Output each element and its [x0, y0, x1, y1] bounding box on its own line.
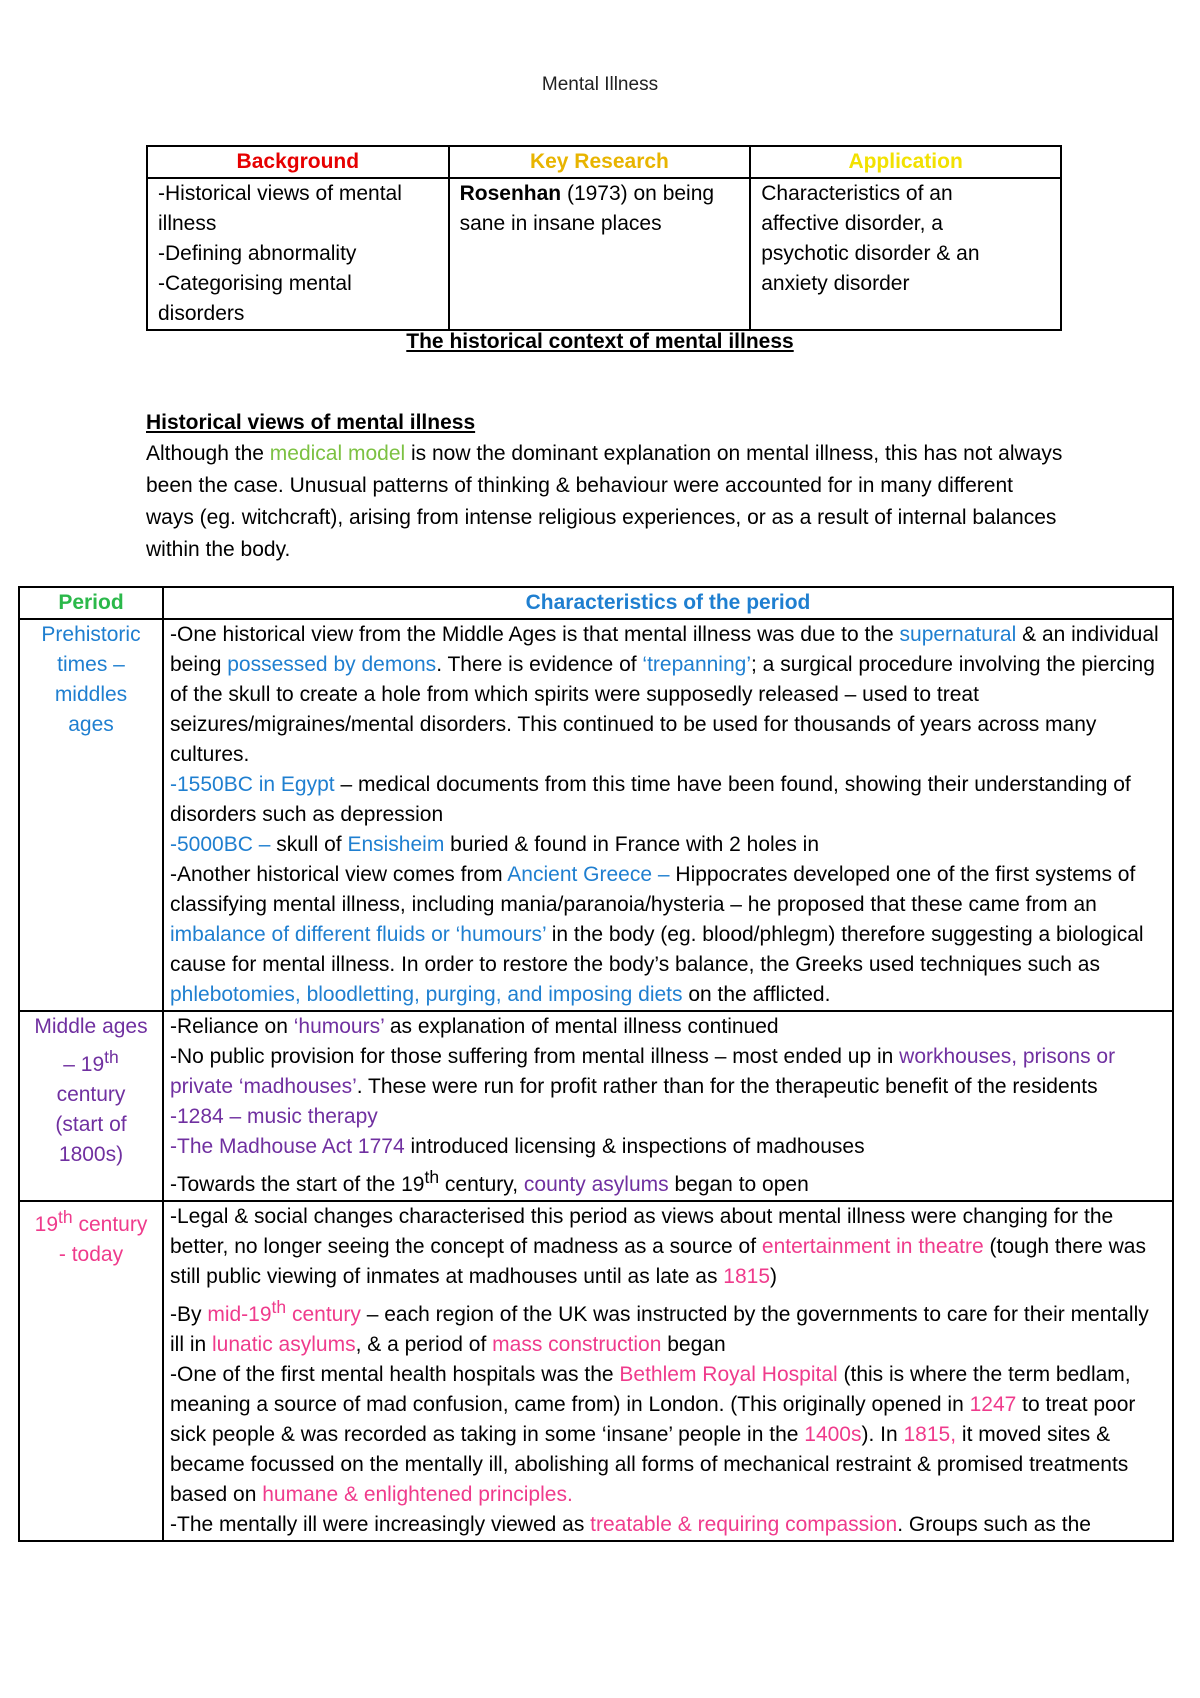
text-run: on the afflicted. — [682, 983, 831, 1006]
text-run: ) — [770, 1265, 777, 1288]
application-line: affective disorder, a — [761, 212, 943, 235]
text-run: (tough there was still public viewing of inmates at madhouses until as late as — [170, 1235, 1146, 1288]
header-characteristics: Characteristics of the period — [163, 587, 1173, 619]
period-cell — [19, 1201, 163, 1541]
highlight: mid-19 — [207, 1303, 272, 1326]
background-line: -Categorising mental — [158, 272, 352, 295]
paragraph — [170, 620, 1166, 770]
header-background: Background — [147, 146, 449, 178]
application-cell — [750, 178, 1061, 330]
paragraph — [170, 1042, 1166, 1102]
superscript: th — [271, 1297, 287, 1317]
highlight: humane & enlightened principles. — [262, 1483, 573, 1506]
text-run: -One of the first mental health hospitals was the — [170, 1363, 620, 1386]
text-run: ; a surgical procedure involving the piercing of the skull to create a hole from which spirits were supposedly released – used to treat seizures/migraines/mental disorders. This continued to be used for thousands of years across many cultures. — [170, 653, 1155, 766]
text-run: . Groups such as the — [897, 1513, 1091, 1536]
period-line: century — [56, 1083, 126, 1106]
superscript: th — [104, 1047, 119, 1067]
period-line: middles — [54, 683, 128, 706]
paragraph — [170, 830, 1166, 860]
text-run: buried & found in France with 2 holes in — [444, 833, 820, 856]
text-run: -By — [170, 1303, 208, 1326]
highlight: treatable & requiring compassion — [590, 1513, 898, 1536]
highlight: -The Madhouse Act 1774 — [170, 1135, 405, 1158]
paragraph — [170, 1510, 1166, 1540]
highlight: ‘humours’ — [293, 1015, 384, 1038]
highlight: -5000BC – — [170, 833, 271, 856]
characteristics-cell — [163, 619, 1173, 1011]
research-text: (1973) on being — [561, 182, 715, 205]
page-header: Mental Illness — [541, 74, 659, 95]
highlight: possessed by demons — [227, 653, 437, 676]
text-run: . These were run for profit rather than for the therapeutic benefit of the residents — [356, 1075, 1098, 1098]
text-run: -Towards the start of the 19 — [170, 1173, 425, 1196]
highlight: 1247 — [969, 1393, 1017, 1416]
text-run: -Reliance on — [170, 1015, 294, 1038]
intro-text: Although the — [146, 442, 270, 465]
research-name: Rosenhan — [459, 182, 562, 205]
text-run: (this is where the term bedlam, meaning a source of mad confusion, came from) in London. (This originally opened in — [170, 1363, 1131, 1416]
header-period: Period — [19, 587, 163, 619]
highlight: lunatic asylums — [212, 1333, 356, 1356]
intro-highlight: medical model — [269, 442, 406, 465]
text-run: & an individual being — [170, 623, 1159, 676]
text-run: 19 — [34, 1213, 59, 1236]
highlight: entertainment in theatre — [761, 1235, 984, 1258]
header-application: Application — [750, 146, 1061, 178]
highlight: county asylums — [523, 1173, 669, 1196]
text-run: , & a period of — [355, 1333, 493, 1356]
key-research-cell — [449, 178, 751, 330]
superscript: th — [58, 1207, 73, 1227]
application-line: psychotic disorder & an — [761, 242, 980, 265]
text-run: – each region of the UK was instructed by the governments to care for their mentally ill in — [170, 1303, 1149, 1356]
paragraph — [170, 1360, 1166, 1510]
section-title: The historical context of mental illness — [406, 330, 794, 353]
header-key-research: Key Research — [449, 146, 751, 178]
application-line: anxiety disorder — [761, 272, 910, 295]
period-line: - today — [58, 1243, 124, 1266]
highlight: workhouses, prisons or private ‘madhouses’ — [170, 1045, 1116, 1098]
background-line: disorders — [158, 302, 245, 325]
text-run: -The mentally ill were increasingly viewed as — [170, 1513, 591, 1536]
paragraph — [170, 770, 1166, 830]
summary-table — [146, 145, 1062, 331]
text-run: in the body (eg. blood/phlegm) therefore suggesting a biological cause for mental illness. In order to restore the body’s balance, the Greeks used techniques such as — [170, 923, 1144, 976]
highlight: mass construction — [492, 1333, 662, 1356]
period-table — [18, 586, 1174, 1542]
highlight: supernatural — [899, 623, 1017, 646]
period-line — [26, 1042, 156, 1080]
period-cell — [19, 1011, 163, 1201]
background-line: illness — [158, 212, 217, 235]
background-cell — [147, 178, 449, 330]
superscript: th — [424, 1167, 440, 1187]
text-run: -Another historical view comes from — [170, 863, 508, 886]
text-run: -One historical view from the Middle Ages is that mental illness was due to the — [170, 623, 900, 646]
research-line: sane in insane places — [459, 212, 662, 235]
highlight: 1400s — [804, 1423, 862, 1446]
text-run: began — [661, 1333, 726, 1356]
text-run: century — [72, 1213, 148, 1236]
text-run: to treat poor sick people & was recorded as taking in some ‘insane’ people in the — [170, 1393, 1136, 1446]
text-run: as explanation of mental illness continued — [384, 1015, 779, 1038]
text-run: skull of — [270, 833, 348, 856]
background-line: -Defining abnormality — [158, 242, 357, 265]
intro-heading: Historical views of mental illness — [146, 411, 476, 434]
research-line — [460, 179, 740, 209]
text-run: -No public provision for those suffering from mental illness – most ended up in — [170, 1045, 900, 1068]
text-run: . There is evidence of — [436, 653, 643, 676]
highlight: Ensisheim — [347, 833, 445, 856]
highlight: ‘trepanning’ — [642, 653, 752, 676]
period-cell — [19, 619, 163, 1011]
highlight: 1815, — [903, 1423, 957, 1446]
text-run: – medical documents from this time have been found, showing their understanding of disorders such as depression — [170, 773, 1131, 826]
period-line: ages — [68, 713, 114, 736]
intro-paragraph — [146, 438, 1066, 566]
text-run: introduced licensing & inspections of madhouses — [404, 1135, 865, 1158]
characteristics-cell — [163, 1201, 1173, 1541]
highlight: Bethlem Royal Hospital — [619, 1363, 838, 1386]
highlight: phlebotomies, bloodletting, purging, and imposing diets — [170, 983, 683, 1006]
highlight: imbalance of different fluids or ‘humours’ — [170, 923, 546, 946]
text-run: ). In — [861, 1423, 904, 1446]
text-run: – 19 — [63, 1053, 105, 1076]
period-line: 1800s) — [58, 1143, 124, 1166]
period-line: Middle ages — [34, 1015, 148, 1038]
paragraph: -1284 – music therapy — [170, 1105, 378, 1128]
text-run: Hippocrates developed one of the first systems of classifying mental illness, including mania/paranoia/hysteria – he proposed that these came from an — [170, 863, 1136, 916]
highlight: -1550BC in Egypt — [170, 773, 335, 796]
paragraph — [170, 1132, 1166, 1162]
text-run: -Legal & social changes characterised this period as views about mental illness were changing for the better, no longer seeing the concept of madness as a source of — [170, 1205, 1114, 1258]
highlight: Ancient Greece – — [507, 863, 670, 886]
characteristics-cell — [163, 1011, 1173, 1201]
highlight: century — [286, 1303, 361, 1326]
table-row — [19, 1011, 1173, 1201]
period-line: (start of — [55, 1113, 127, 1136]
paragraph — [170, 1292, 1166, 1360]
period-line: times – — [57, 653, 125, 676]
text-run: it moved sites & became focussed on the mentally ill, abolishing all forms of mechanical restraint & promised treatments based on — [170, 1423, 1129, 1506]
period-line: Prehistoric — [41, 623, 141, 646]
intro-text: is now the dominant explanation on mental illness, this has not always been the case. Unusual patterns of thinking & behaviour were accounted for in many different ways (eg. witchcraft), arising from intense religious experiences, or as a result of internal balances within the body. — [146, 442, 1063, 561]
application-line: Characteristics of an — [761, 182, 953, 205]
table-row — [19, 619, 1173, 1011]
paragraph — [170, 1162, 1166, 1200]
background-line: -Historical views of mental — [158, 182, 402, 205]
intro-section — [146, 408, 1066, 566]
highlight: 1815 — [723, 1265, 770, 1288]
paragraph — [170, 1202, 1166, 1292]
table-row — [19, 1201, 1173, 1541]
paragraph — [170, 1012, 1166, 1042]
paragraph — [170, 860, 1166, 1010]
text-run: century, — [439, 1173, 524, 1196]
text-run: began to open — [668, 1173, 809, 1196]
period-line — [26, 1202, 156, 1240]
